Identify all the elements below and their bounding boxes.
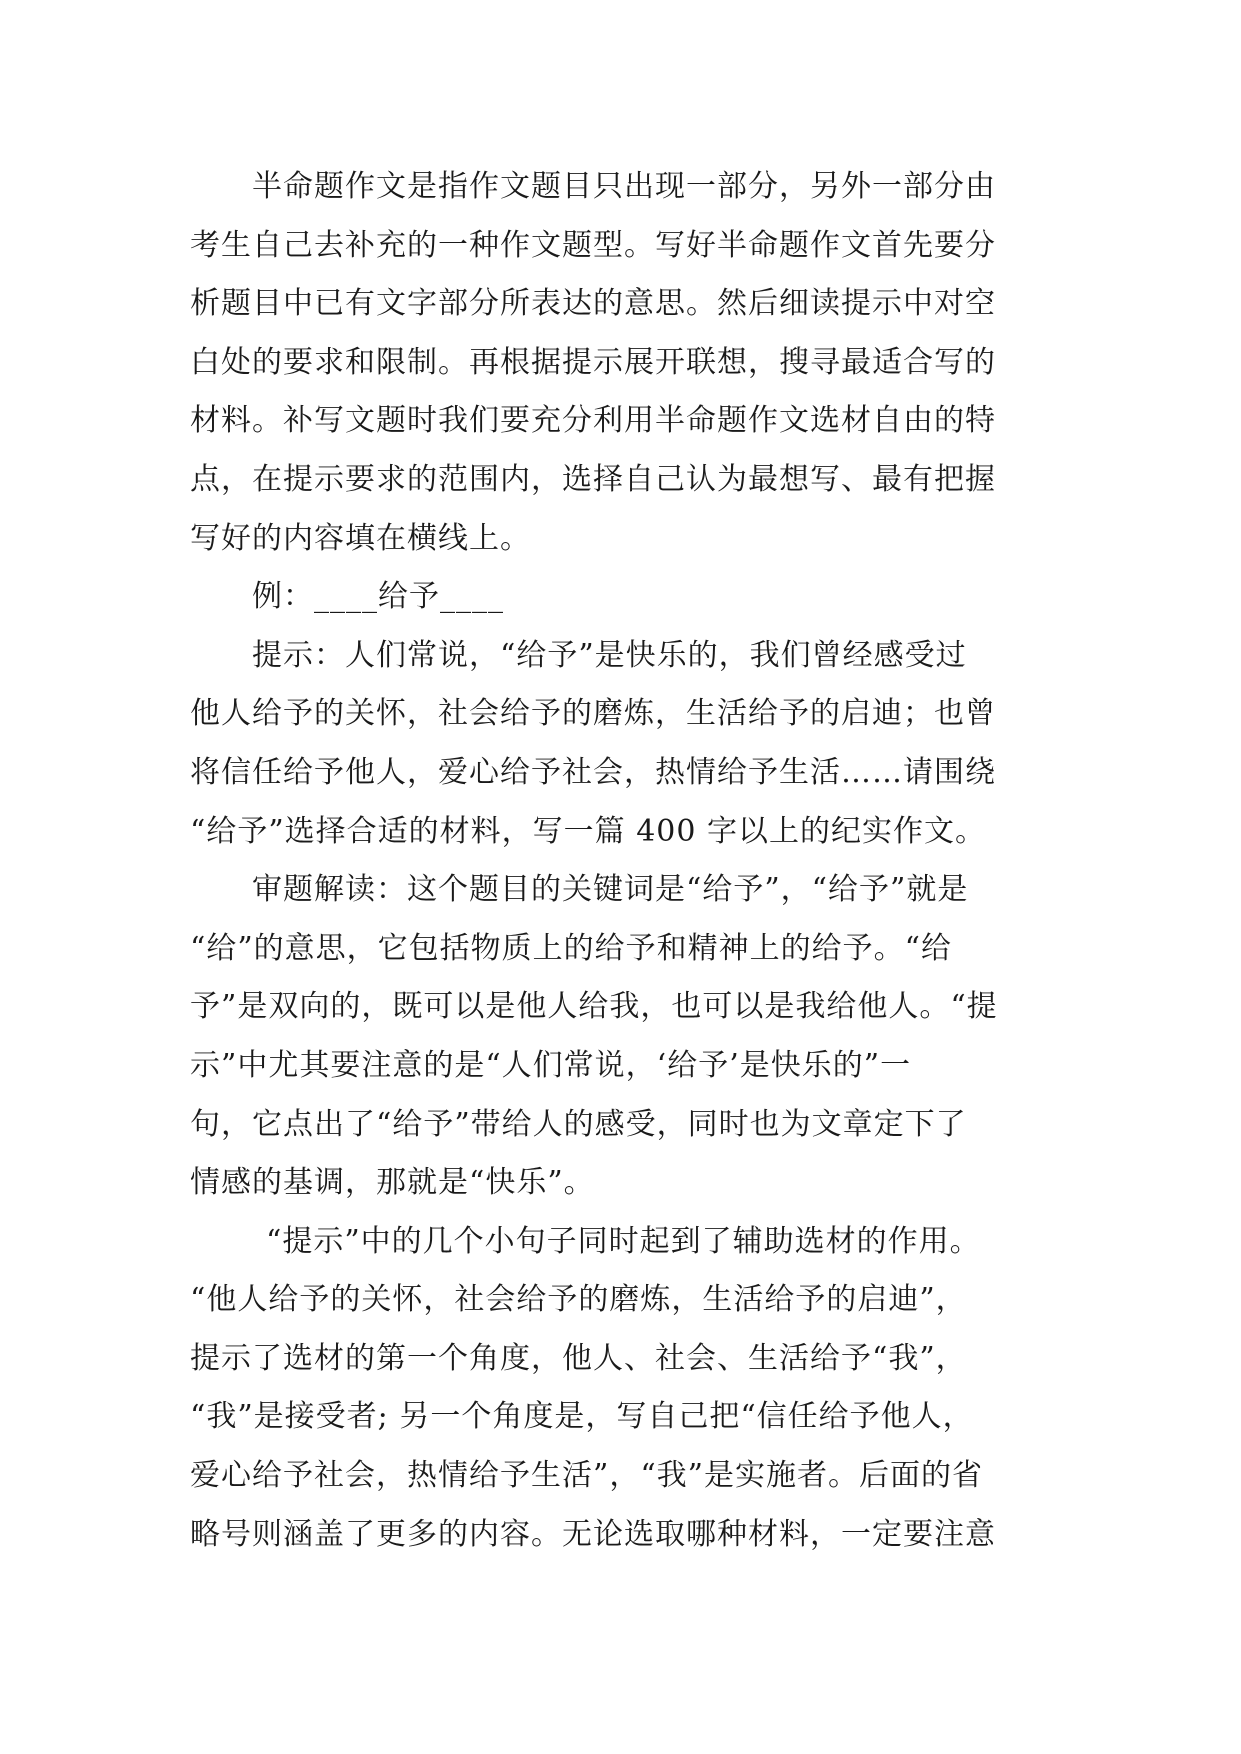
paragraph-intro bbox=[190, 158, 1070, 568]
paragraph-example bbox=[190, 568, 1070, 627]
document-body bbox=[190, 158, 1070, 1564]
paragraph-analysis bbox=[190, 861, 1070, 1213]
text-line: “提示”中的几个小句子同时起到了辅助选材的作用。 bbox=[266, 1223, 981, 1259]
text-line: 审题解读：这个题目的关键词是“给予”，“给予”就是 bbox=[252, 872, 969, 908]
text-line: “给予”选择合适的材料，写一篇 400 字以上的纪实作文。 bbox=[190, 813, 987, 849]
text-line: 写好的内容填在横线上。 bbox=[190, 520, 531, 556]
text-line: 材料。补写文题时我们要充分利用半命题作文选材自由的特 bbox=[190, 403, 996, 439]
text-line: 白处的要求和限制。再根据提示展开联想，搜寻最适合写的 bbox=[190, 344, 996, 380]
text-line: 提示：人们常说，“给予”是快乐的，我们曾经感受过 bbox=[252, 637, 967, 673]
text-line: “他人给予的关怀，社会给予的磨炼，生活给予的启迪”， bbox=[190, 1282, 967, 1318]
text-line: 爱心给予社会，热情给予生活”，“我”是实施者。后面的省 bbox=[190, 1458, 984, 1494]
text-line: 予”是双向的，既可以是他人给我，也可以是我给他人。“提 bbox=[190, 989, 998, 1025]
text-line: 示”中尤其要注意的是“人们常说，‘给予’是快乐的”一 bbox=[190, 1047, 912, 1083]
text-line: 考生自己去补充的一种作文题型。写好半命题作文首先要分 bbox=[190, 227, 996, 263]
text-line: 点，在提示要求的范围内，选择自己认为最想写、最有把握 bbox=[190, 461, 996, 497]
text-line: 他人给予的关怀，社会给予的磨炼，生活给予的启迪；也曾 bbox=[190, 696, 996, 732]
text-line: 半命题作文是指作文题目只出现一部分，另外一部分由 bbox=[252, 169, 996, 204]
text-line: 句，它点出了“给予”带给人的感受，同时也为文章定下了 bbox=[190, 1106, 967, 1142]
paragraph-selection bbox=[190, 1213, 1070, 1565]
text-line: 将信任给予他人，爱心给予社会，热情给予生活……请围绕 bbox=[190, 754, 996, 790]
text-line: 略号则涵盖了更多的内容。无论选取哪种材料，一定要注意 bbox=[190, 1516, 996, 1552]
text-line: 析题目中已有文字部分所表达的意思。然后细读提示中对空 bbox=[190, 286, 996, 322]
text-line: 提示了选材的第一个角度，他人、社会、生活给予“我”， bbox=[190, 1340, 967, 1376]
paragraph-prompt bbox=[190, 627, 1070, 861]
text-line: 情感的基调，那就是“快乐”。 bbox=[190, 1165, 595, 1201]
text-line: 例：____给予____ bbox=[252, 579, 504, 615]
text-line: “我”是接受者; 另一个角度是，写自己把“信任给予他人， bbox=[190, 1399, 974, 1435]
text-line: “给”的意思，它包括物质上的给予和精神上的给予。“给 bbox=[190, 930, 953, 966]
